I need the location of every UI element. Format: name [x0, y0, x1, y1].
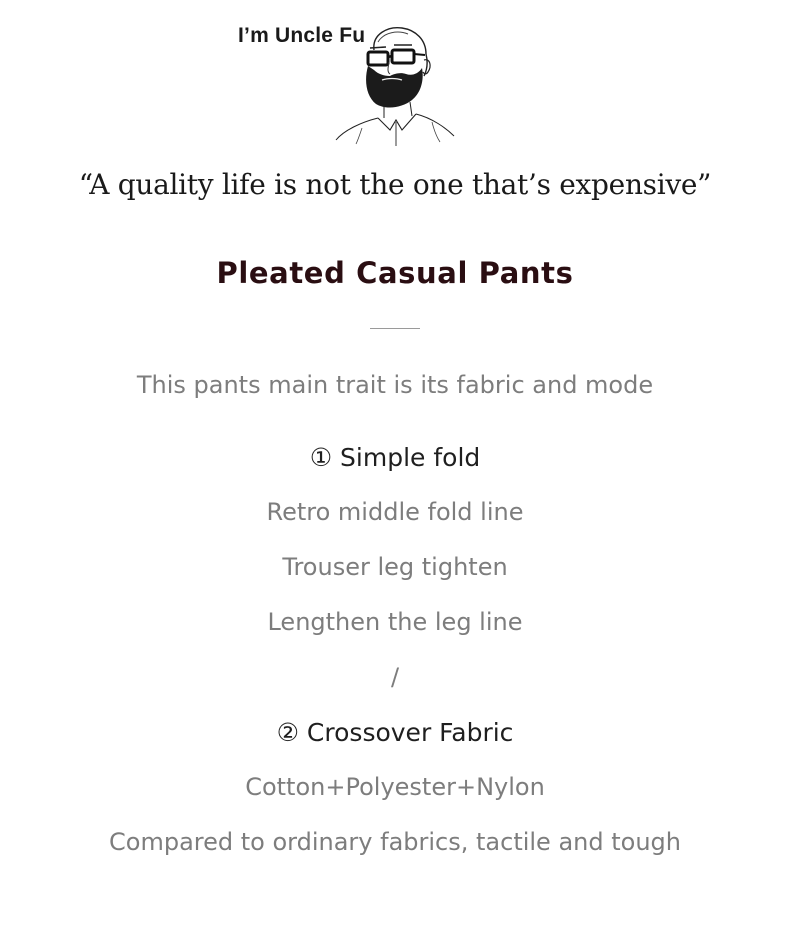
fabric-line: Compared to ordinary fabrics, tactile and tough [109, 828, 681, 856]
section-separator: / [390, 663, 400, 691]
tagline-quote: “A quality life is not the one that’s expensive” [78, 168, 712, 201]
section-heading-simple-fold: ① Simple fold [309, 443, 481, 472]
bearded-man-portrait-icon [332, 22, 458, 146]
title-divider [370, 328, 420, 329]
feature-line: Lengthen the leg line [267, 608, 523, 636]
product-title: Pleated Casual Pants [216, 256, 574, 290]
brand-name: I’m Uncle Fu [238, 24, 366, 47]
fabric-line: Cotton+Polyester+Nylon [245, 773, 545, 801]
feature-line: Retro middle fold line [266, 498, 524, 526]
feature-line: Trouser leg tighten [282, 553, 508, 581]
intro-text: This pants main trait is its fabric and mode [136, 371, 654, 399]
section-heading-crossover-fabric: ② Crossover Fabric [276, 718, 514, 747]
